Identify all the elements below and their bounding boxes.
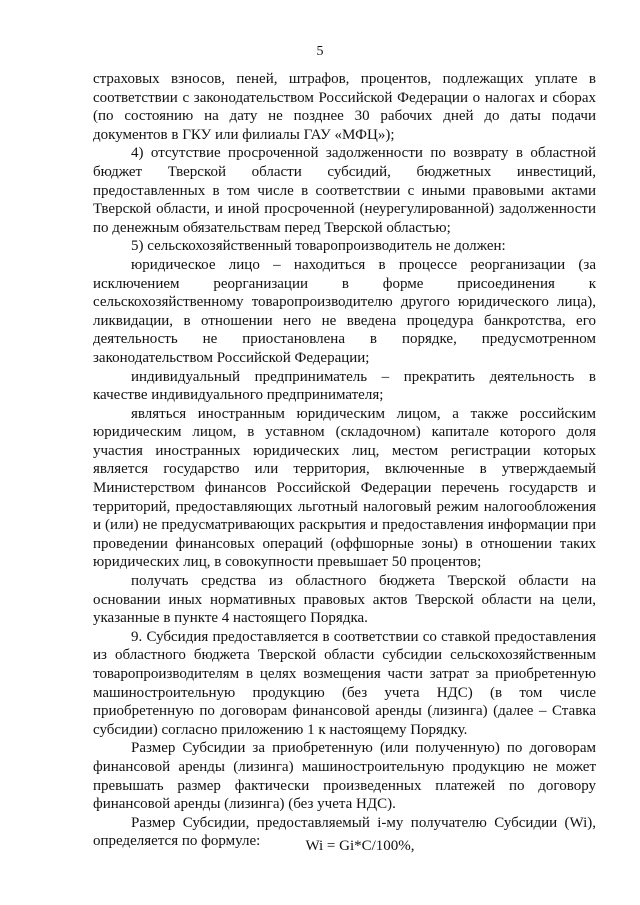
paragraph-6: являться иностранным юридическим лицом, а также российским юридическим лицом, в уставном (складочном) капитале которого доля участия иностранных юридических лиц, местом регистрации которых является государство или территория, включенные в утверждаемый Министерством финансов Российской Федерации перечень государств и территорий, предоставляющих льготный налоговый режим налогообложения и (или) не предусматривающих раскрытия и предоставления информации при проведении финансовых операций (оффшорные зоны) в отношении таких юридических лиц, в совокупности превышает 50 процентов; bbox=[93, 405, 596, 571]
paragraph-2: 4) отсутствие просроченной задолженности по возврату в областной бюджет Тверской области субсидий, бюджетных инвестиций, предоставленных в том числе в соответствии с иными правовыми актами Тверской области, и иной просроченной (неурегулированной) задолженности по денежным обязательствам перед Тверской областью; bbox=[93, 145, 596, 236]
paragraph-4: юридическое лицо – находиться в процессе реорганизации (за исключением реорганизации в форме присоединения к сельскохозяйственному товаропроизводителю другого юридического лица), ликвидации, в отношении него не введена процедура банкротства, его деятельность не приостановлена в порядке, предусмотренном законодательством Российской Федерации; bbox=[93, 256, 596, 366]
page-number: 5 bbox=[316, 44, 324, 59]
paragraph-8: 9. Субсидия предоставляется в соответствии со ставкой предоставления из областного бюджета Тверской области субсидии сельскохозяйственным товаропроизводителям в целях возмещения части затрат за приобретенную машиностроительную продукцию (без учета НДС) (в том числе приобретенную по договорам финансовой аренды (лизинга) (далее – Ставка субсидии) согласно приложению 1 к настоящему Порядку. bbox=[93, 628, 596, 738]
paragraph-9: Размер Субсидии за приобретенную (или полученную) по договорам финансовой аренды (лизинга) машиностроительную продукцию не может превышать размер фактически произведенных платежей по договору финансовой аренды (лизинга) (без учета НДС). bbox=[93, 740, 596, 813]
paragraph-5: индивидуальный предприниматель – прекратить деятельность в качестве индивидуального предпринимателя; bbox=[93, 368, 596, 404]
paragraph-10: Размер Субсидии, предоставляемый i-му получателю Субсидии (Wi), определяется по формуле: bbox=[93, 814, 596, 850]
paragraph-7: получать средства из областного бюджета Тверской области на основании иных нормативных правовых актов Тверской области на цели, указанные в пункте 4 настоящего Порядка. bbox=[93, 573, 596, 627]
document-body bbox=[93, 70, 596, 851]
formula: Wi = Gi*C/100%, bbox=[305, 838, 415, 854]
paragraph-3: 5) сельскохозяйственный товаропроизводитель не должен: bbox=[131, 238, 506, 255]
paragraph-1: страховых взносов, пеней, штрафов, процентов, подлежащих уплате в соответствии с законодательством Российской Федерации о налогах и сборах (по состоянию на дату не позднее 30 рабочих дней до даты подачи документов в ГКУ или филиалы ГАУ «МФЦ»); bbox=[93, 71, 596, 143]
